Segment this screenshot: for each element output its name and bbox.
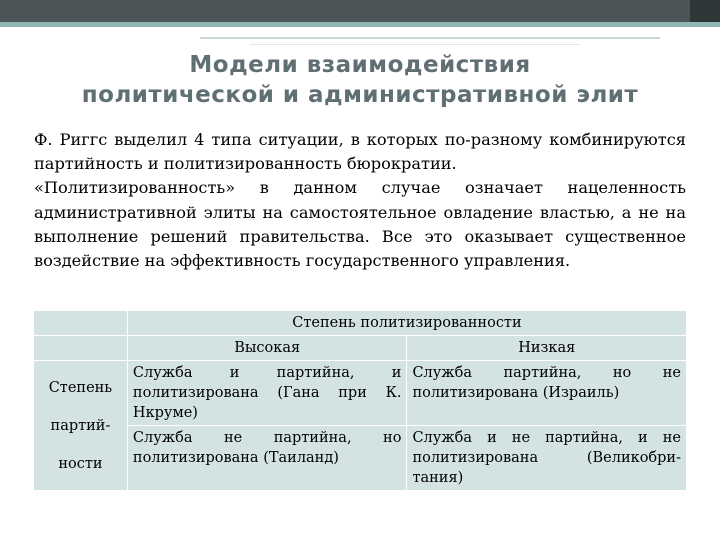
- table-row: [34, 426, 687, 491]
- header-low: Низкая: [407, 336, 687, 361]
- title-rule: [200, 37, 660, 39]
- paragraph-1: Ф. Риггс выделил 4 типа ситуации, в которых по-разному комбинируются партийность и политизированность бюрократии.: [34, 130, 686, 174]
- title-rule-secondary: [250, 44, 580, 45]
- table-subheader-row: [34, 336, 687, 361]
- row-label-partisanship: [34, 361, 128, 491]
- table-header-row: [34, 311, 687, 336]
- cell-nonparty-nonpoliticized: Служба и не партийна, и не политизирована (Великобри-тания): [407, 426, 687, 491]
- row-label-line-2: партий-: [50, 417, 111, 434]
- cell-party-politicized: Служба и партийна, и политизирована (Гана при К. Нкруме): [127, 361, 407, 426]
- cell-party-nonpoliticized: Служба партийна, но не политизирована (Израиль): [407, 361, 687, 426]
- row-label-line-3: ности: [58, 455, 103, 472]
- accent-bar: [0, 22, 720, 27]
- title-line-2: политической и административной элит: [81, 82, 639, 108]
- table-corner-cell: [34, 311, 128, 336]
- table-corner-cell-2: [34, 336, 128, 361]
- corner-decoration: [690, 0, 720, 22]
- header-high: Высокая: [127, 336, 407, 361]
- table-row: [34, 361, 687, 426]
- cell-nonparty-politicized: Служба не партийна, но политизирована (Таиланд): [127, 426, 407, 491]
- models-table: [33, 310, 687, 491]
- row-label-line-1: Степень: [48, 379, 113, 396]
- header-politicization: Степень политизированности: [127, 311, 686, 336]
- slide-body: [34, 128, 686, 273]
- title-line-1: Модели взаимодействия: [189, 52, 531, 78]
- header-bar: [0, 0, 720, 22]
- paragraph-2: «Политизированность» в данном случае означает нацеленность административной элиты на самостоятельное овладение властью, а не на выполнение решений правительства. Все это оказывает существенное воздействие на эффективность государственного управления.: [34, 178, 686, 271]
- slide-title: [0, 50, 720, 110]
